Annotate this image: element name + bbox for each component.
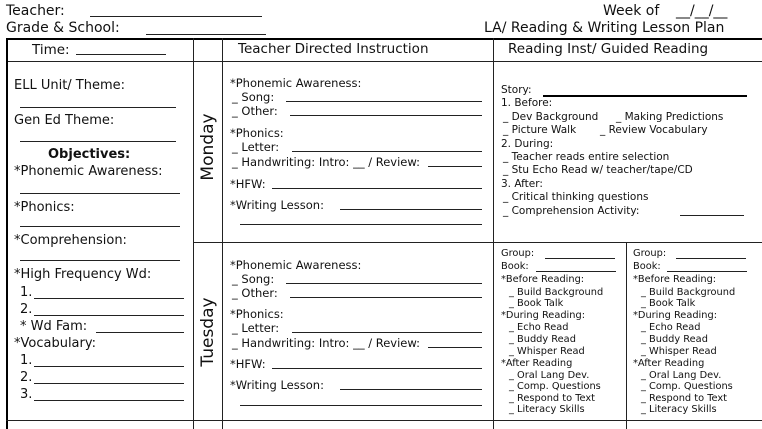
week-label: Week of bbox=[603, 3, 660, 19]
obj-vocabulary-label: *Vocabulary: bbox=[14, 336, 96, 351]
tue-writing-field[interactable] bbox=[340, 389, 482, 390]
tue-letter-label: _ Letter: bbox=[232, 321, 280, 335]
g1-during-label: *During Reading: bbox=[501, 310, 586, 321]
g2-respond-item[interactable]: _ Respond to Text bbox=[641, 393, 728, 404]
mon-writing-label: *Writing Lesson: bbox=[230, 198, 324, 212]
col-divider-2 bbox=[222, 38, 223, 429]
mon-letter-field[interactable] bbox=[292, 151, 482, 152]
header-row-border bbox=[6, 61, 762, 62]
g1-echo-item[interactable]: _ Echo Read bbox=[509, 322, 569, 333]
mon-handwriting-label: _ Handwriting: Intro: __ / Review: bbox=[232, 155, 421, 169]
g1-book-label: Book: bbox=[501, 261, 529, 272]
g1-comp-q-item[interactable]: _ Comp. Questions bbox=[509, 381, 601, 392]
mon-letter-label: _ Letter: bbox=[232, 140, 280, 154]
tue-writing-field-2[interactable] bbox=[240, 405, 482, 406]
making-predictions-item[interactable]: _ Making Predictions bbox=[616, 111, 724, 123]
tue-song-field[interactable] bbox=[286, 283, 482, 284]
g2-buddy-item[interactable]: _ Buddy Read bbox=[641, 334, 708, 345]
story-field[interactable] bbox=[543, 95, 747, 97]
tue-other-field[interactable] bbox=[290, 297, 482, 298]
g2-whisper-item[interactable]: _ Whisper Read bbox=[641, 346, 717, 357]
dev-background-item[interactable]: _ Dev Background bbox=[503, 111, 599, 123]
mon-handwriting-review-field[interactable] bbox=[428, 166, 482, 167]
g1-literacy-item[interactable]: _ Literacy Skills bbox=[509, 404, 585, 415]
hfw-field-2[interactable] bbox=[34, 315, 184, 316]
mon-other-field[interactable] bbox=[290, 115, 482, 116]
teacher-field[interactable] bbox=[90, 16, 262, 17]
vocab-num-2: 2. bbox=[20, 370, 33, 385]
tue-writing-label: *Writing Lesson: bbox=[230, 378, 324, 392]
g2-group-field[interactable] bbox=[676, 258, 746, 259]
time-field[interactable] bbox=[76, 54, 166, 55]
vocab-field-1[interactable] bbox=[34, 366, 184, 367]
tue-song-label: _ Song: bbox=[232, 272, 275, 286]
week-date[interactable]: __/__/__ bbox=[676, 3, 728, 19]
tue-handwriting-label: _ Handwriting: Intro: __ / Review: bbox=[232, 336, 421, 350]
g2-book-field[interactable] bbox=[667, 271, 747, 272]
obj-hfw-label: *High Frequency Wd: bbox=[14, 267, 152, 282]
tue-hfw-label: *HFW: bbox=[230, 357, 266, 371]
g1-group-label: Group: bbox=[501, 248, 535, 259]
plan-title: LA/ Reading & Writing Lesson Plan bbox=[484, 20, 725, 36]
g2-book-talk-item[interactable]: _ Book Talk bbox=[641, 298, 696, 309]
day-label-monday: Monday bbox=[198, 113, 218, 181]
ell-unit-label: ELL Unit/ Theme: bbox=[14, 78, 126, 93]
group-divider bbox=[626, 242, 627, 429]
obj-comprehension-field[interactable] bbox=[20, 260, 180, 261]
g2-comp-q-item[interactable]: _ Comp. Questions bbox=[641, 381, 733, 392]
mon-writing-field-2[interactable] bbox=[240, 224, 482, 225]
wd-fam-label: * Wd Fam: bbox=[20, 319, 88, 334]
after-label: 3. After: bbox=[501, 178, 543, 190]
during-label: 2. During: bbox=[501, 138, 554, 150]
col-divider-1 bbox=[193, 38, 194, 429]
mon-hfw-field[interactable] bbox=[272, 188, 482, 189]
g1-buddy-item[interactable]: _ Buddy Read bbox=[509, 334, 576, 345]
teacher-label: Teacher: bbox=[6, 3, 65, 19]
g2-literacy-item[interactable]: _ Literacy Skills bbox=[641, 404, 717, 415]
g1-group-field[interactable] bbox=[545, 258, 615, 259]
row-divider-monday-tuesday bbox=[193, 242, 762, 243]
mon-phonics-label: *Phonics: bbox=[230, 126, 284, 140]
gen-ed-label: Gen Ed Theme: bbox=[14, 113, 115, 128]
objectives-heading: Objectives: bbox=[48, 147, 131, 162]
hfw-num-2: 2. bbox=[20, 302, 33, 317]
table-left-border bbox=[6, 38, 8, 429]
teacher-directed-header: Teacher Directed Instruction bbox=[238, 41, 429, 57]
wd-fam-field[interactable] bbox=[96, 332, 184, 333]
g1-book-field[interactable] bbox=[536, 271, 616, 272]
vocab-num-3: 3. bbox=[20, 387, 33, 402]
col-divider-3 bbox=[493, 38, 494, 429]
teacher-reads-item[interactable]: _ Teacher reads entire selection bbox=[503, 151, 670, 163]
g2-book-label: Book: bbox=[633, 261, 661, 272]
story-label: Story: bbox=[501, 84, 532, 96]
g2-group-label: Group: bbox=[633, 248, 667, 259]
vocab-num-1: 1. bbox=[20, 353, 33, 368]
tue-hfw-field[interactable] bbox=[272, 368, 482, 369]
g1-whisper-item[interactable]: _ Whisper Read bbox=[509, 346, 585, 357]
table-bottom-border bbox=[6, 420, 762, 421]
tue-other-label: _ Other: bbox=[232, 286, 278, 300]
g2-during-label: *During Reading: bbox=[633, 310, 718, 321]
mon-hfw-label: *HFW: bbox=[230, 177, 266, 191]
g1-respond-item[interactable]: _ Respond to Text bbox=[509, 393, 596, 404]
critical-thinking-item[interactable]: _ Critical thinking questions bbox=[503, 191, 649, 203]
g1-book-talk-item[interactable]: _ Book Talk bbox=[509, 298, 564, 309]
obj-phonemic-field[interactable] bbox=[20, 193, 180, 194]
hfw-field-1[interactable] bbox=[34, 298, 184, 299]
g1-oral-item[interactable]: _ Oral Lang Dev. bbox=[509, 370, 590, 381]
tue-handwriting-review-field[interactable] bbox=[428, 347, 482, 348]
before-label: 1. Before: bbox=[501, 97, 553, 109]
obj-comprehension-label: *Comprehension: bbox=[14, 233, 127, 248]
obj-phonemic-label: *Phonemic Awareness: bbox=[14, 164, 163, 179]
hfw-num-1: 1. bbox=[20, 285, 33, 300]
comprehension-activity-item[interactable]: _ Comprehension Activity: bbox=[503, 205, 640, 217]
picture-walk-item[interactable]: _ Picture Walk bbox=[503, 124, 577, 136]
comprehension-activity-field[interactable] bbox=[680, 215, 744, 216]
table-top-border bbox=[6, 38, 762, 40]
time-header: Time: bbox=[32, 42, 70, 58]
mon-writing-field[interactable] bbox=[340, 209, 482, 210]
ell-unit-field[interactable] bbox=[20, 107, 176, 108]
day-label-tuesday: Tuesday bbox=[198, 297, 218, 367]
mon-phonemic-label: *Phonemic Awareness: bbox=[230, 76, 362, 90]
mon-song-label: _ Song: bbox=[232, 90, 275, 104]
g2-oral-item[interactable]: _ Oral Lang Dev. bbox=[641, 370, 722, 381]
tue-phonics-label: *Phonics: bbox=[230, 307, 284, 321]
school-field[interactable] bbox=[146, 34, 266, 35]
tue-letter-field[interactable] bbox=[292, 332, 482, 333]
reading-guided-header: Reading Inst/ Guided Reading bbox=[508, 41, 709, 57]
tue-phonemic-label: *Phonemic Awareness: bbox=[230, 258, 362, 272]
g2-after-label: *After Reading bbox=[633, 358, 705, 369]
g1-build-bg-item[interactable]: _ Build Background bbox=[509, 287, 604, 298]
gen-ed-field[interactable] bbox=[20, 141, 176, 142]
stu-echo-item[interactable]: _ Stu Echo Read w/ teacher/tape/CD bbox=[503, 164, 693, 176]
school-label: Grade & School: bbox=[6, 20, 120, 36]
vocab-field-3[interactable] bbox=[34, 400, 184, 401]
vocab-field-2[interactable] bbox=[34, 383, 184, 384]
obj-phonics-label: *Phonics: bbox=[14, 200, 75, 215]
mon-song-field[interactable] bbox=[286, 101, 482, 102]
review-vocabulary-item[interactable]: _ Review Vocabulary bbox=[600, 124, 708, 136]
g1-after-label: *After Reading bbox=[501, 358, 573, 369]
mon-other-label: _ Other: bbox=[232, 104, 278, 118]
g2-echo-item[interactable]: _ Echo Read bbox=[641, 322, 701, 333]
obj-phonics-field[interactable] bbox=[20, 226, 180, 227]
g2-build-bg-item[interactable]: _ Build Background bbox=[641, 287, 736, 298]
g2-before-label: *Before Reading: bbox=[633, 274, 717, 285]
g1-before-label: *Before Reading: bbox=[501, 274, 585, 285]
